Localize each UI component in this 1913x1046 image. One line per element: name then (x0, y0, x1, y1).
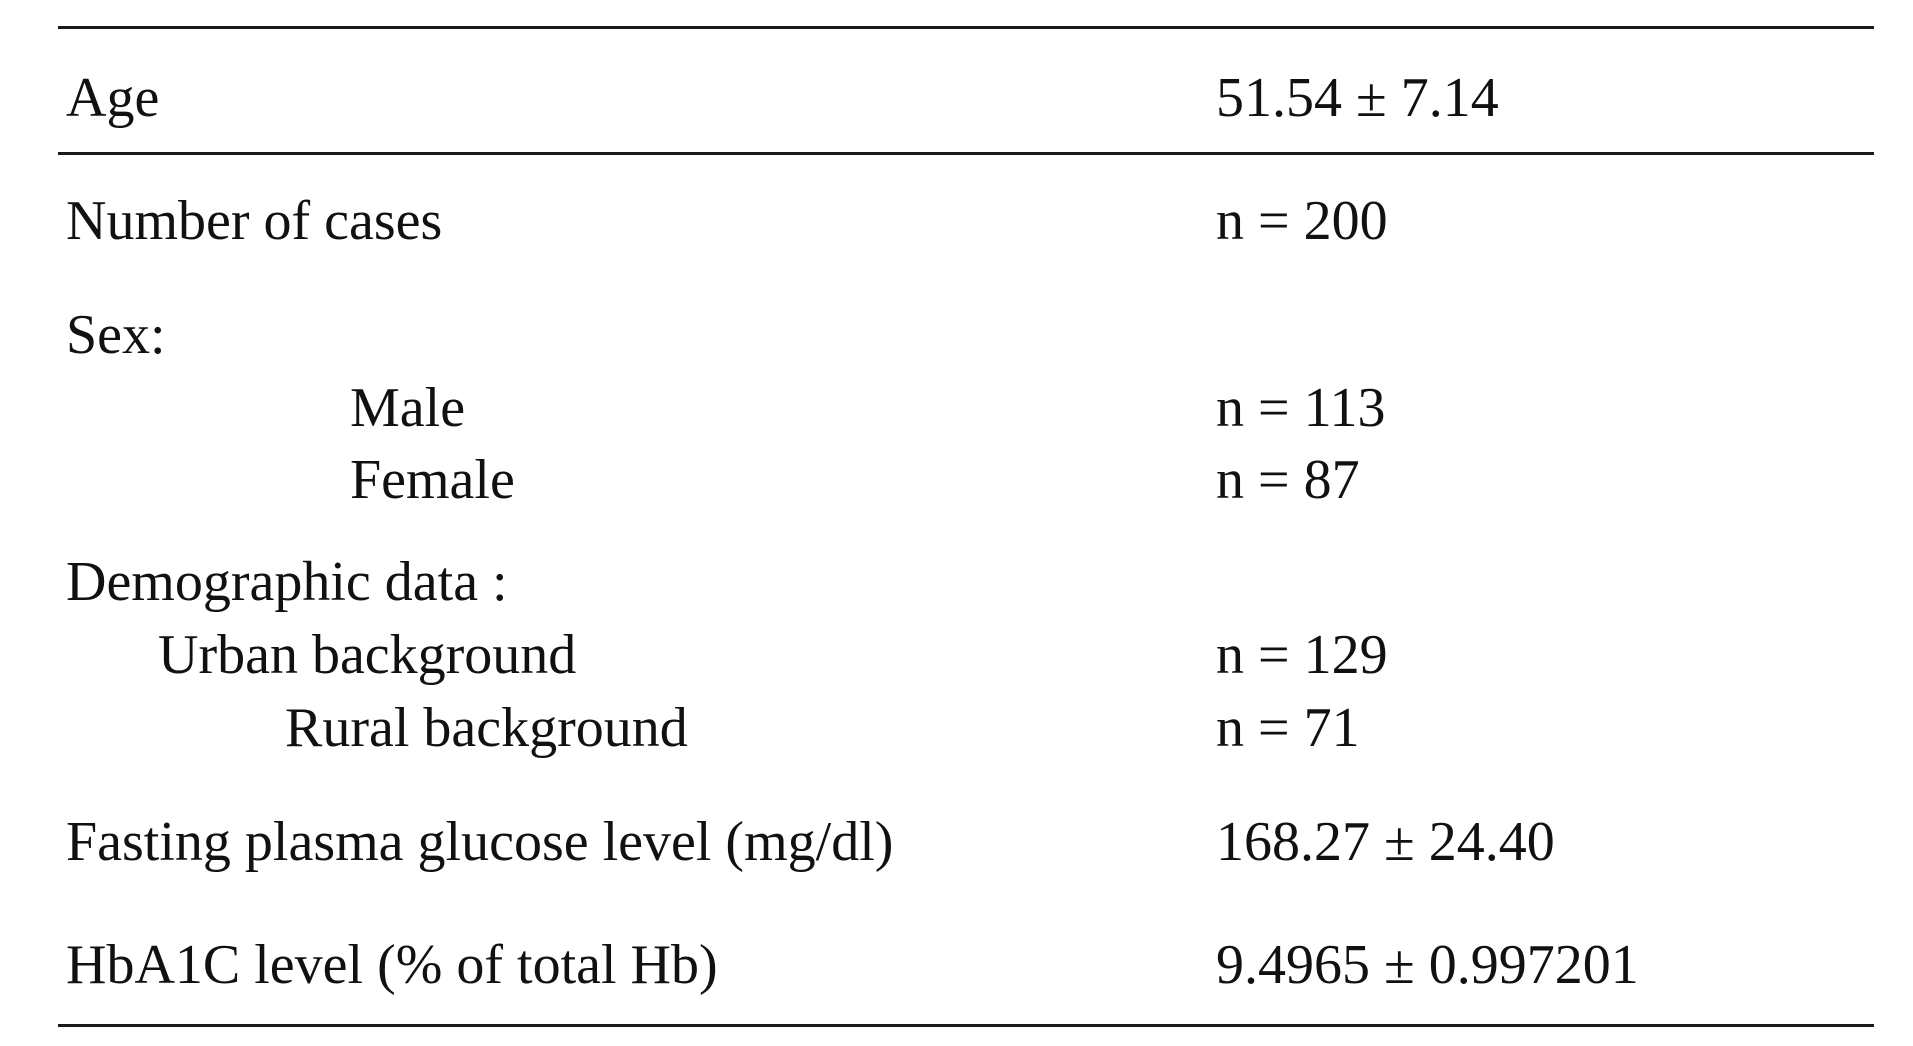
row-label-demographic-data: Demographic data : (66, 551, 508, 613)
row-label-fasting-plasma-glucose: Fasting plasma glucose level (mg/dl) (66, 811, 894, 873)
row-value-rural-background: n = 71 (1216, 697, 1360, 759)
row-value-urban-background: n = 129 (1216, 624, 1388, 686)
row-value-female: n = 87 (1216, 449, 1360, 511)
table-top-rule (58, 26, 1874, 29)
row-label-rural-background: Rural background (285, 697, 688, 759)
demographics-table (58, 0, 1874, 1046)
row-value-hba1c: 9.4965 ± 0.997201 (1216, 934, 1639, 996)
row-label-urban-background: Urban background (158, 624, 577, 686)
row-label-female: Female (350, 449, 515, 511)
table-header-rule (58, 152, 1874, 155)
row-label-male: Male (350, 377, 466, 439)
row-value-fasting-plasma-glucose: 168.27 ± 24.40 (1216, 811, 1555, 873)
table-bottom-rule (58, 1024, 1874, 1027)
row-label-number-of-cases: Number of cases (66, 190, 443, 252)
row-label-hba1c: HbA1C level (% of total Hb) (66, 934, 718, 996)
row-value-male: n = 113 (1216, 377, 1386, 439)
row-value-number-of-cases: n = 200 (1216, 190, 1388, 252)
row-label-sex: Sex: (66, 304, 166, 366)
row-label-age: Age (66, 67, 160, 129)
row-value-age: 51.54 ± 7.14 (1216, 67, 1499, 129)
